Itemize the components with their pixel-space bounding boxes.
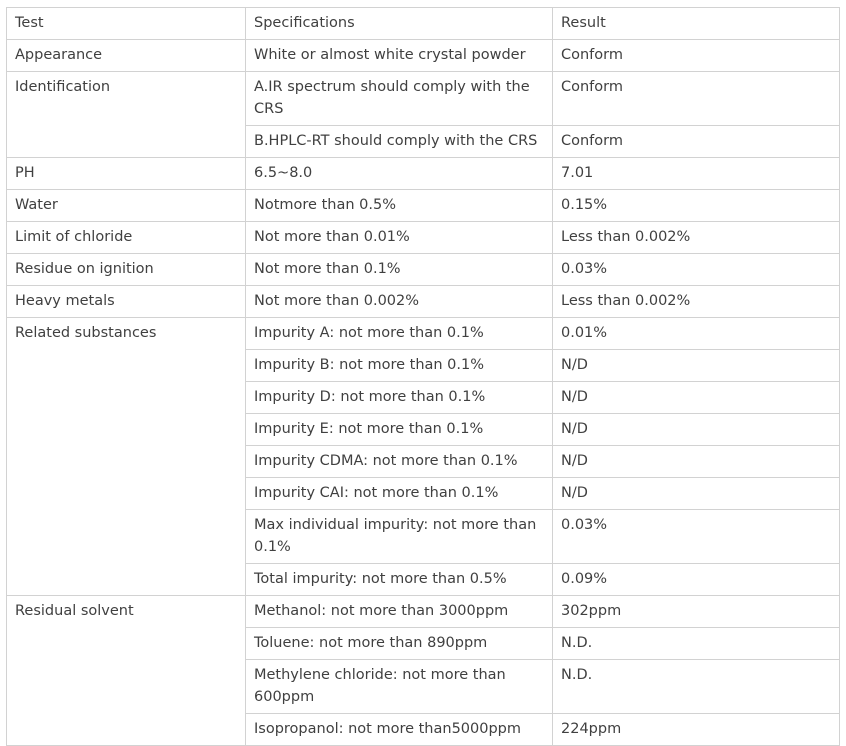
spec-cell: Notmore than 0.5%	[246, 190, 553, 222]
result-cell: 224ppm	[553, 714, 840, 746]
spec-cell: Methanol: not more than 3000ppm	[246, 596, 553, 628]
result-cell: N/D	[553, 414, 840, 446]
result-cell: N/D	[553, 446, 840, 478]
result-cell: 0.03%	[553, 510, 840, 564]
test-cell: Residual solvent	[7, 596, 246, 746]
spec-cell: Methylene chloride: not more than 600ppm	[246, 660, 553, 714]
table-row	[7, 222, 840, 254]
result-cell: Less than 0.002%	[553, 286, 840, 318]
spec-cell: Max individual impurity: not more than 0.1%	[246, 510, 553, 564]
header-result: Result	[553, 8, 840, 40]
spec-cell: Isopropanol: not more than5000ppm	[246, 714, 553, 746]
result-cell: 0.01%	[553, 318, 840, 350]
spec-cell: Toluene: not more than 890ppm	[246, 628, 553, 660]
result-cell: 0.09%	[553, 564, 840, 596]
spec-cell: White or almost white crystal powder	[246, 40, 553, 72]
spec-cell: Impurity CDMA: not more than 0.1%	[246, 446, 553, 478]
spec-cell: Impurity A: not more than 0.1%	[246, 318, 553, 350]
table-row	[7, 286, 840, 318]
result-cell: N/D	[553, 382, 840, 414]
test-cell: Limit of chloride	[7, 222, 246, 254]
header-test: Test	[7, 8, 246, 40]
specification-table	[6, 7, 840, 746]
header-specifications: Specifications	[246, 8, 553, 40]
spec-cell: Impurity B: not more than 0.1%	[246, 350, 553, 382]
test-cell: Water	[7, 190, 246, 222]
header-row	[7, 8, 840, 40]
spec-cell: B.HPLC-RT should comply with the CRS	[246, 126, 553, 158]
result-cell: Conform	[553, 72, 840, 126]
result-cell: N.D.	[553, 660, 840, 714]
test-cell: Related substances	[7, 318, 246, 596]
table-row	[7, 72, 840, 126]
test-cell: Residue on ignition	[7, 254, 246, 286]
result-cell: N/D	[553, 478, 840, 510]
result-cell: 0.03%	[553, 254, 840, 286]
spec-cell: Not more than 0.002%	[246, 286, 553, 318]
table-row	[7, 254, 840, 286]
spec-cell: Not more than 0.1%	[246, 254, 553, 286]
result-cell: 302ppm	[553, 596, 840, 628]
test-cell: Identification	[7, 72, 246, 158]
test-cell: Heavy metals	[7, 286, 246, 318]
spec-cell: 6.5~8.0	[246, 158, 553, 190]
spec-cell: Impurity E: not more than 0.1%	[246, 414, 553, 446]
result-cell: Conform	[553, 126, 840, 158]
test-cell: PH	[7, 158, 246, 190]
result-cell: N/D	[553, 350, 840, 382]
spec-cell: A.IR spectrum should comply with the CRS	[246, 72, 553, 126]
spec-cell: Impurity CAI: not more than 0.1%	[246, 478, 553, 510]
result-cell: N.D.	[553, 628, 840, 660]
result-cell: 7.01	[553, 158, 840, 190]
spec-cell: Not more than 0.01%	[246, 222, 553, 254]
test-cell: Appearance	[7, 40, 246, 72]
spec-cell: Impurity D: not more than 0.1%	[246, 382, 553, 414]
result-cell: 0.15%	[553, 190, 840, 222]
table-row	[7, 190, 840, 222]
table-row	[7, 40, 840, 72]
result-cell: Conform	[553, 40, 840, 72]
result-cell: Less than 0.002%	[553, 222, 840, 254]
table-row	[7, 158, 840, 190]
table-row	[7, 596, 840, 628]
table-row	[7, 318, 840, 350]
spec-cell: Total impurity: not more than 0.5%	[246, 564, 553, 596]
